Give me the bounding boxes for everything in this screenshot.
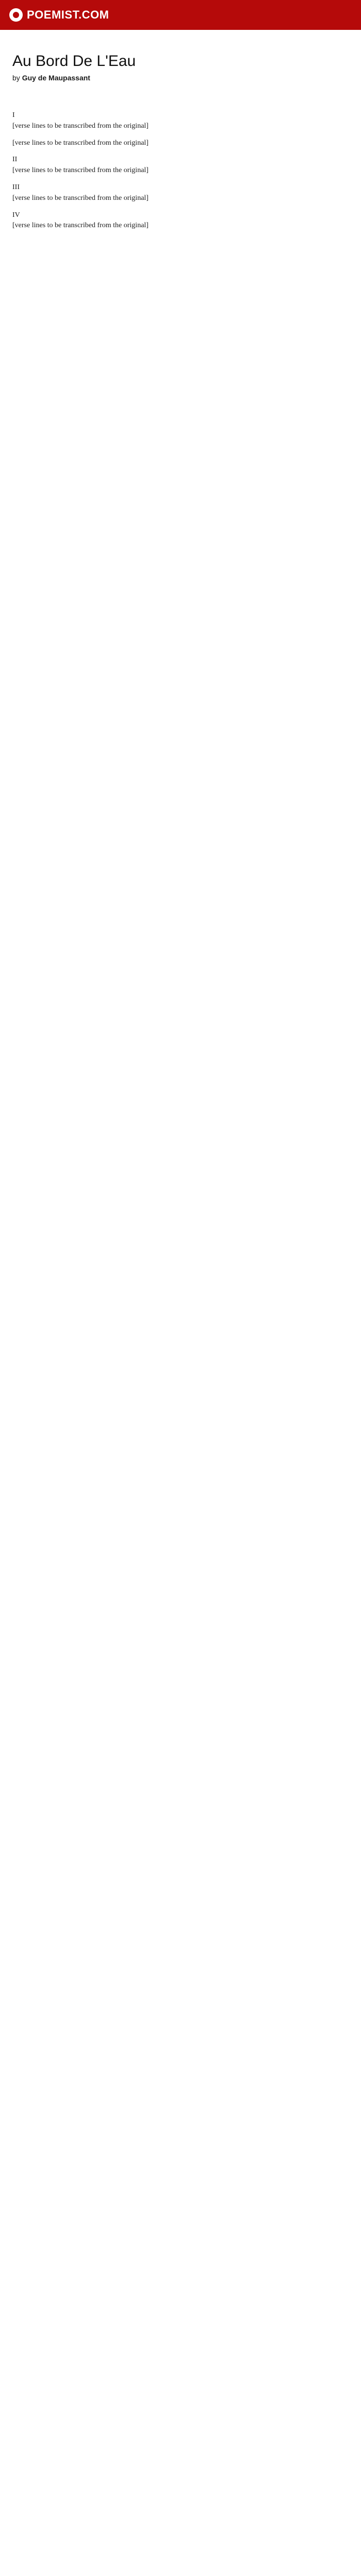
logo-icon xyxy=(9,8,23,22)
site-logo[interactable] xyxy=(9,8,109,22)
part-number: II xyxy=(12,156,18,164)
stanza: [verse lines to be transcribed from the original] xyxy=(12,166,149,175)
poem-title: Au Bord De L'Eau xyxy=(12,53,136,70)
by-prefix: by xyxy=(12,74,22,82)
stanza: [verse lines to be transcribed from the original] xyxy=(12,194,149,202)
stanza: [verse lines to be transcribed from the original] xyxy=(12,139,149,147)
stanza: [verse lines to be transcribed from the original] xyxy=(12,122,149,130)
part-number: I xyxy=(12,111,15,119)
poem-page xyxy=(0,30,361,2576)
author-line xyxy=(12,73,349,82)
part-number: IV xyxy=(12,211,20,219)
site-name: POEMIST.COM xyxy=(27,8,109,21)
stanza: [verse lines to be transcribed from the original] xyxy=(12,222,149,230)
poem-body xyxy=(12,111,349,230)
part-number: III xyxy=(12,183,20,191)
site-header xyxy=(0,0,361,30)
poem-author[interactable]: Guy de Maupassant xyxy=(22,74,90,82)
